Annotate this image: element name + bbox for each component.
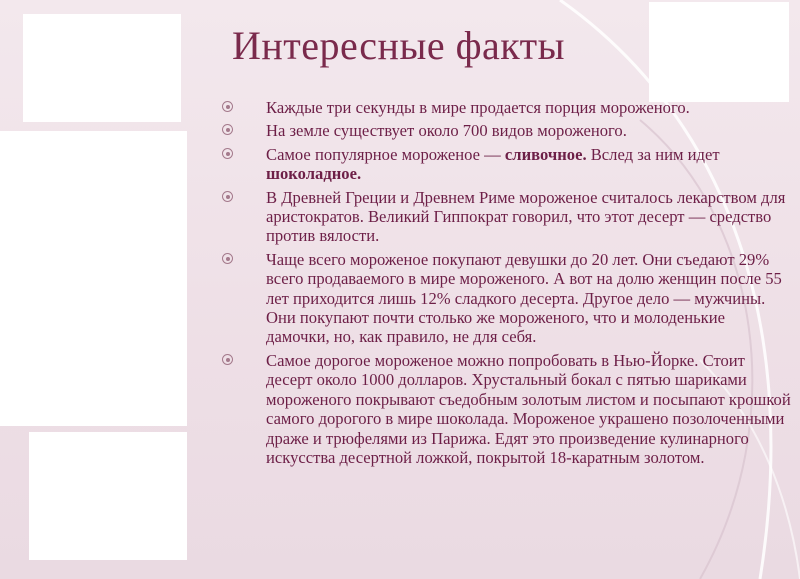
fact-text: Чаще всего мороженое покупают девушки до 20 лет. Они съедают 29% всего продаваемого в мире мороженого. А вот на долю женщин после 55 лет приходится лишь 12% сладкого десерта. Другое дело — мужчины. Они покупают почти столько же мороженого, что и молоденькие дамочки, но, как правило, не для себя. — [266, 249, 782, 347]
circle-bullet-icon — [222, 354, 234, 366]
image-placeholder-top-left — [23, 14, 181, 122]
fact-bold-creamy: сливочное. — [504, 144, 587, 164]
circle-bullet-icon — [222, 148, 234, 160]
list-item — [222, 145, 792, 184]
image-placeholder-left — [0, 131, 187, 426]
circle-bullet-icon — [222, 101, 234, 113]
list-item — [222, 98, 792, 117]
circle-bullet-icon — [222, 191, 234, 203]
fact-bold-chocolate: шоколадное. — [266, 164, 362, 184]
list-item — [222, 121, 792, 140]
fact-text: Каждые три секунды в мире продается порция мороженого. — [266, 98, 690, 117]
list-item — [222, 351, 792, 467]
facts-list — [222, 98, 792, 471]
slide-title: Интересные факты — [232, 23, 565, 68]
circle-bullet-icon — [222, 253, 234, 265]
image-placeholder-bottom-left — [29, 432, 187, 560]
image-placeholder-top-right — [649, 2, 789, 102]
fact-text-middle: Вслед за ним идет — [586, 144, 720, 164]
list-item — [222, 188, 792, 246]
circle-bullet-icon — [222, 124, 234, 136]
fact-text: В Древней Греции и Древнем Риме мороженое считалось лекарством для аристократов. Великий Гиппократ говорил, что этот десерт — средство против вялости. — [266, 187, 786, 246]
fact-text: Самое дорогое мороженое можно попробовать в Нью-Йорке. Стоит десерт около 1000 долларов. Хрустальный бокал с пятью шариками мороженого покрывают съедобным золотым листом и посыпают крошкой самого дорогого в мире шоколада. Мороженое украшено позолоченными драже и трюфелями из Парижа. Едят это произведение кулинарного искусства десертной ложкой, покрытой 18-каратным золотом. — [266, 350, 791, 467]
fact-text-before: Самое популярное мороженое — — [266, 144, 505, 164]
fact-text: На земле существует около 700 видов мороженого. — [266, 121, 627, 141]
list-item — [222, 250, 792, 347]
